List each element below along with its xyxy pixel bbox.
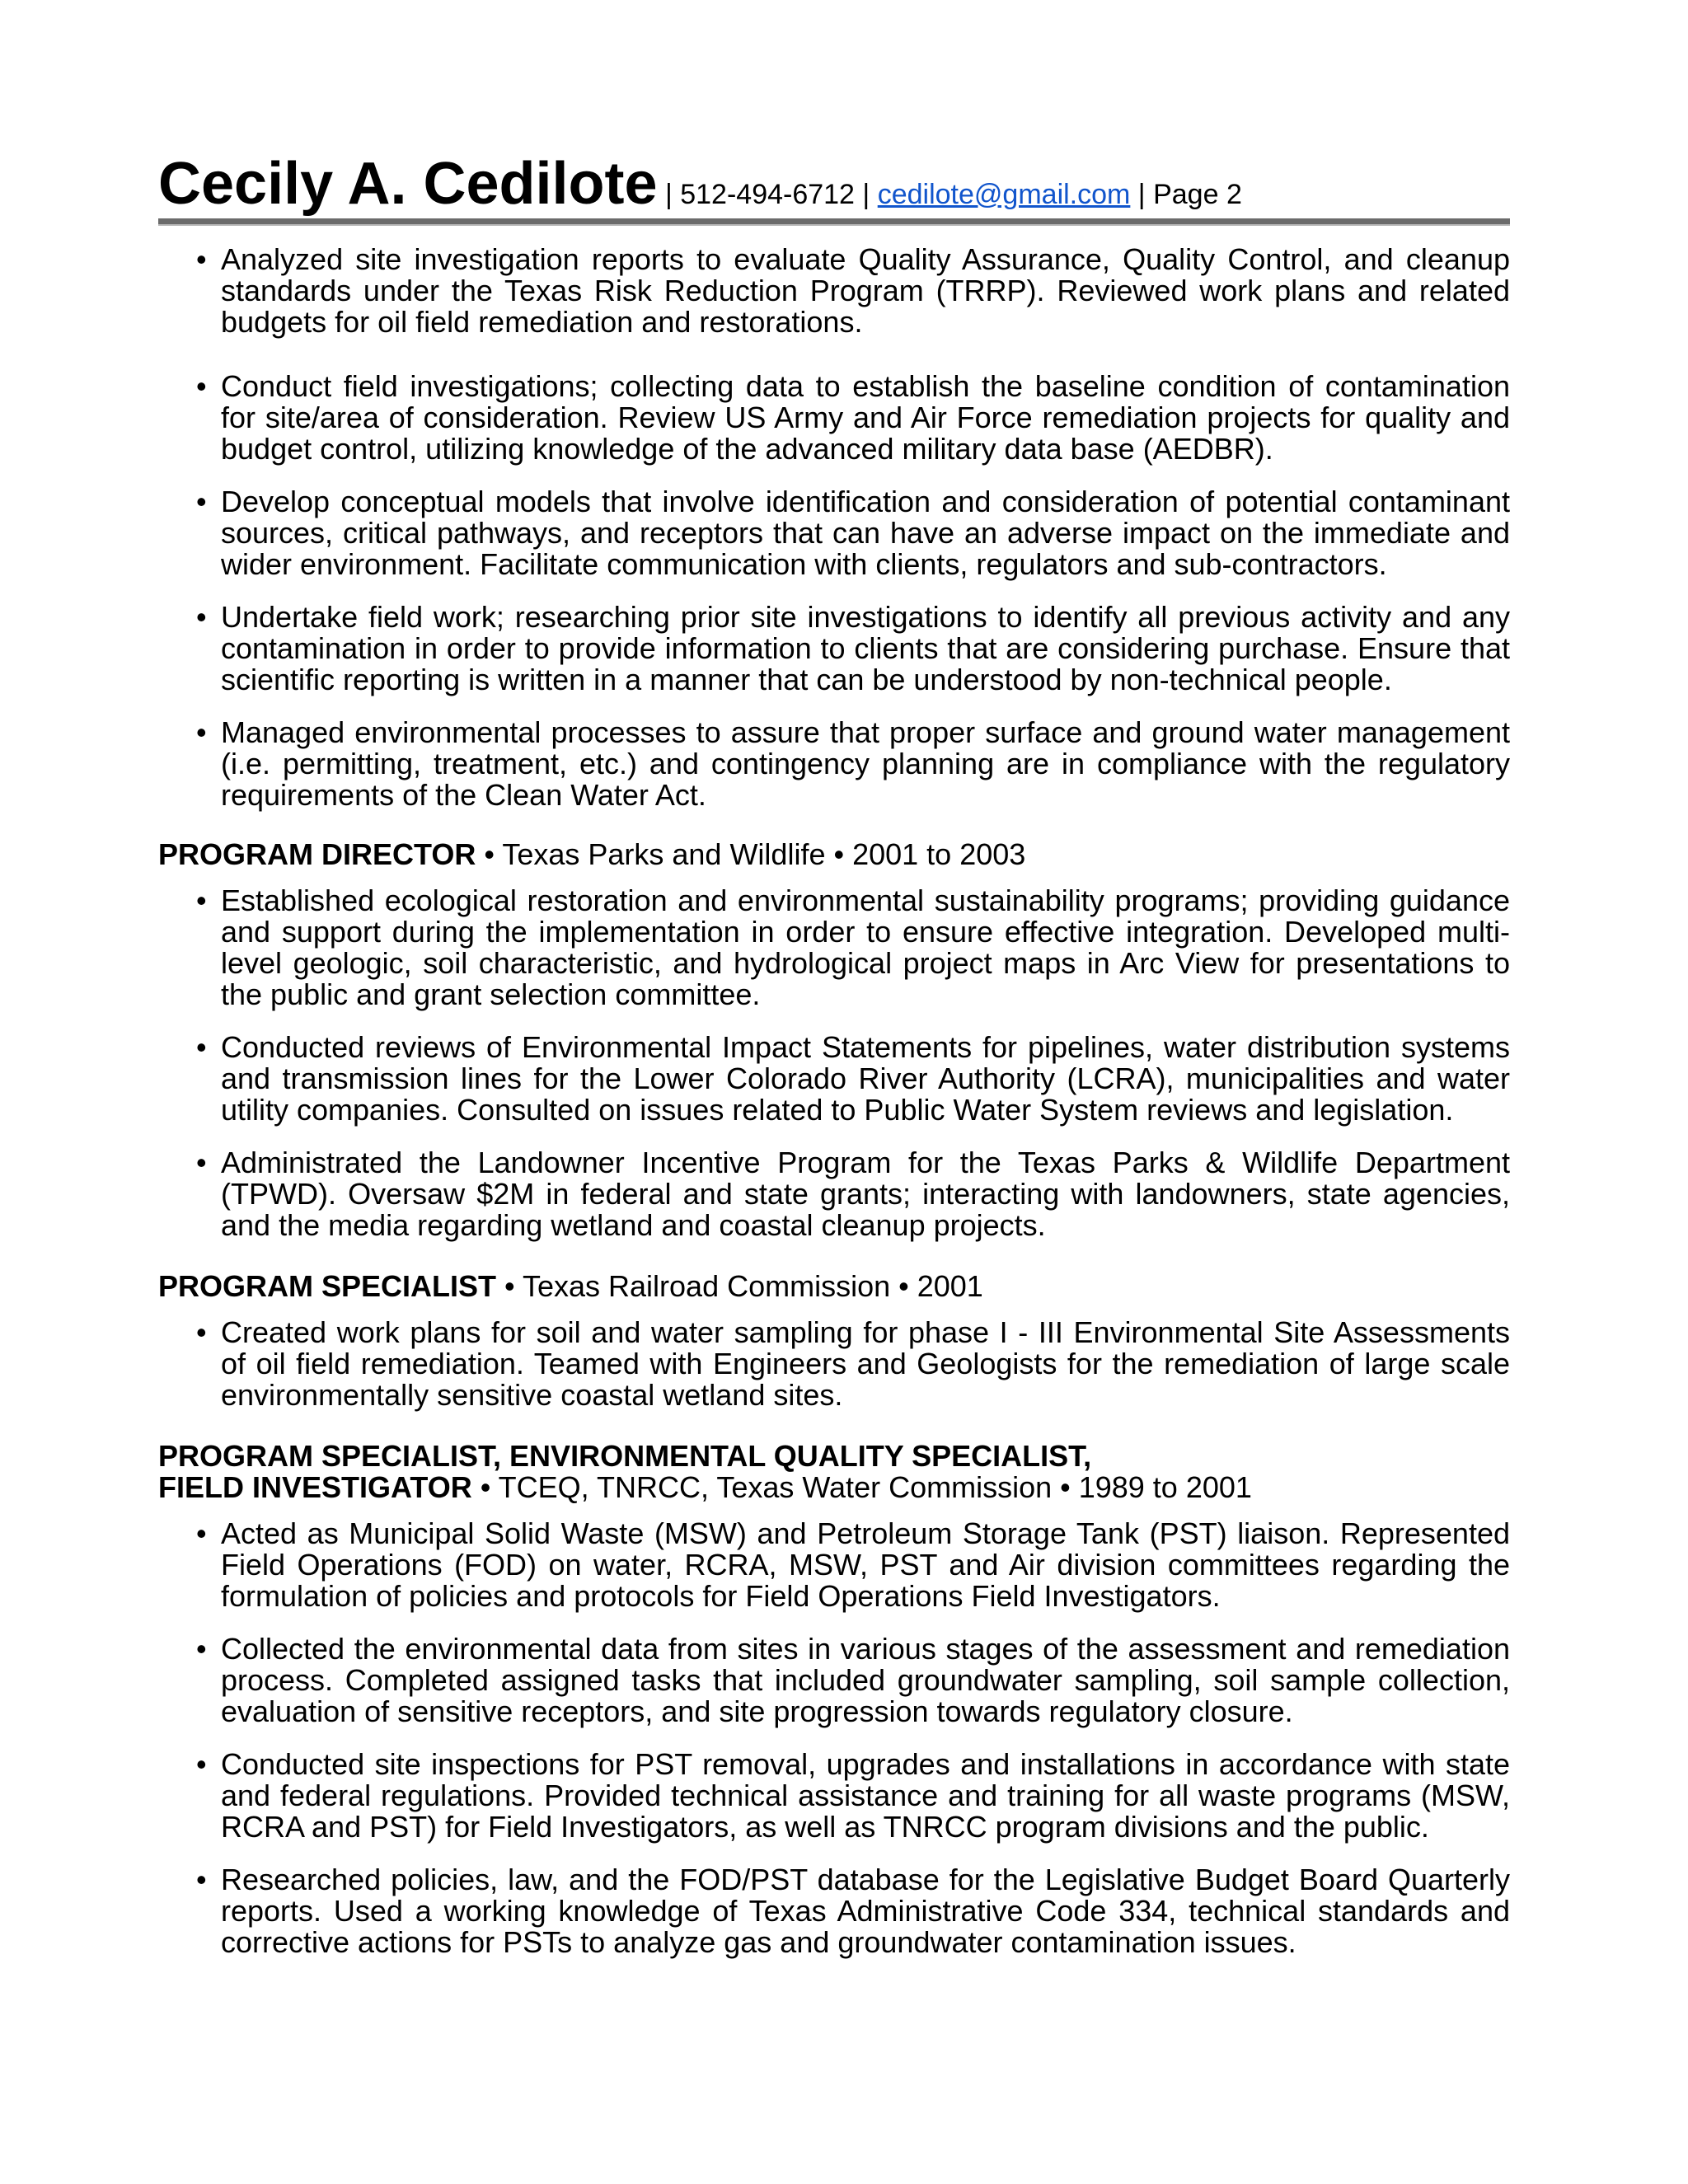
separator: | <box>657 179 681 210</box>
phone-number: 512-494-6712 <box>680 179 855 210</box>
list-item: • Collected the environmental data from sites in various stages of the assessment and remediation process. Completed assigned tasks that included groundwater sampling, soil sample collection, evaluation of sensitive receptors, and site progression towards regulatory closure. <box>158 1633 1510 1727</box>
job-details: • Texas Parks and Wildlife • 2001 to 2003 <box>476 837 1026 871</box>
job-title-line: PROGRAM SPECIALIST, ENVIRONMENTAL QUALITY SPECIALIST, <box>158 1439 1092 1473</box>
list-item: • Established ecological restoration and environmental sustainability programs; providing guidance and support during the implementation in order to ensure effective integration. Developed multi-level geologic, soil characteristic, and hydrological project maps in Arc View for presentations to the public and grant selection committee. <box>158 885 1510 1010</box>
list-item: • Acted as Municipal Solid Waste (MSW) and Petroleum Storage Tank (PST) liaison. Represented Field Operations (FOD) on water, RCRA, MSW, PST and Air division committees regarding the formulation of policies and protocols for Field Operations Field Investigators. <box>158 1518 1510 1612</box>
separator: | <box>854 179 878 210</box>
list-item: • Conduct field investigations; collecting data to establish the baseline condition of contamination for site/area of consideration. Review US Army and Air Force remediation projects for quality and budget control, utilizing knowledge of the advanced military data base (AEDBR). <box>158 371 1510 465</box>
list-item: • Undertake field work; researching prior site investigations to identify all previous activity and any contamination in order to provide information to clients that are considering purchase. Ensure that scientific reporting is written in a manner that can be understood by non-technical people. <box>158 602 1510 696</box>
job-bullet-list <box>158 1317 1510 1411</box>
contact-line <box>658 179 1242 210</box>
job-bullet-list <box>158 885 1510 1241</box>
email-link[interactable]: cedilote@gmail.com <box>877 179 1131 210</box>
job-bullet-list <box>158 1518 1510 1958</box>
job-heading-program-director <box>158 839 1510 870</box>
list-item: • Managed environmental processes to assure that proper surface and ground water management (i.e. permitting, treatment, etc.) and contingency planning are in compliance with the regulatory requirements of the Clean Water Act. <box>158 717 1510 811</box>
resume-body <box>158 244 1510 1980</box>
list-item: • Administrated the Landowner Incentive Program for the Texas Parks & Wildlife Department (TPWD). Oversaw $2M in federal and state grants; interacting with landowners, state agencies, and the media regarding wetland and coastal cleanup projects. <box>158 1147 1510 1241</box>
header-divider <box>158 218 1510 226</box>
list-item: • Conducted site inspections for PST removal, upgrades and installations in accordance with state and federal regulations. Provided technical assistance and training for all waste programs (MSW, RCRA and PST) for Field Investigators, as well as TNRCC program divisions and the public. <box>158 1749 1510 1843</box>
intro-bullet-list <box>158 244 1510 811</box>
job-title: PROGRAM SPECIALIST <box>158 1269 497 1303</box>
job-title: FIELD INVESTIGATOR <box>158 1470 472 1504</box>
job-title: PROGRAM DIRECTOR <box>158 837 476 871</box>
job-heading-program-specialist <box>158 1271 1510 1302</box>
list-item: • Conducted reviews of Environmental Impact Statements for pipelines, water distribution systems and transmission lines for the Lower Colorado River Authority (LCRA), municipalities and water utility companies. Consulted on issues related to Public Water System reviews and legislation. <box>158 1032 1510 1126</box>
list-item: • Develop conceptual models that involve identification and consideration of potential contaminant sources, critical pathways, and receptors that can have an adverse impact on the immediate and wider environment. Facilitate communication with clients, regulators and sub-contractors. <box>158 486 1510 580</box>
job-details: • Texas Railroad Commission • 2001 <box>496 1269 983 1303</box>
list-item: • Analyzed site investigation reports to evaluate Quality Assurance, Quality Control, and cleanup standards under the Texas Risk Reduction Program (TRRP). Reviewed work plans and related budgets for oil field remediation and restorations. <box>158 244 1510 338</box>
page-header <box>158 150 1510 218</box>
job-details: • TCEQ, TNRCC, Texas Water Commission • 1989 to 2001 <box>471 1470 1252 1504</box>
list-item: • Created work plans for soil and water sampling for phase I - III Environmental Site Assessments of oil field remediation. Teamed with Engineers and Geologists for the remediation of large scale environmentally sensitive coastal wetland sites. <box>158 1317 1510 1411</box>
page-number: Page 2 <box>1153 179 1242 210</box>
candidate-name: Cecily A. Cedilote <box>158 151 658 217</box>
list-item: • Researched policies, law, and the FOD/PST database for the Legislative Budget Board Quarterly reports. Used a working knowledge of Texas Administrative Code 334, technical standards and corrective actions for PSTs to analyze gas and groundwater contamination issues. <box>158 1864 1510 1958</box>
separator: | <box>1130 179 1154 210</box>
job-heading-field-investigator <box>158 1441 1510 1503</box>
